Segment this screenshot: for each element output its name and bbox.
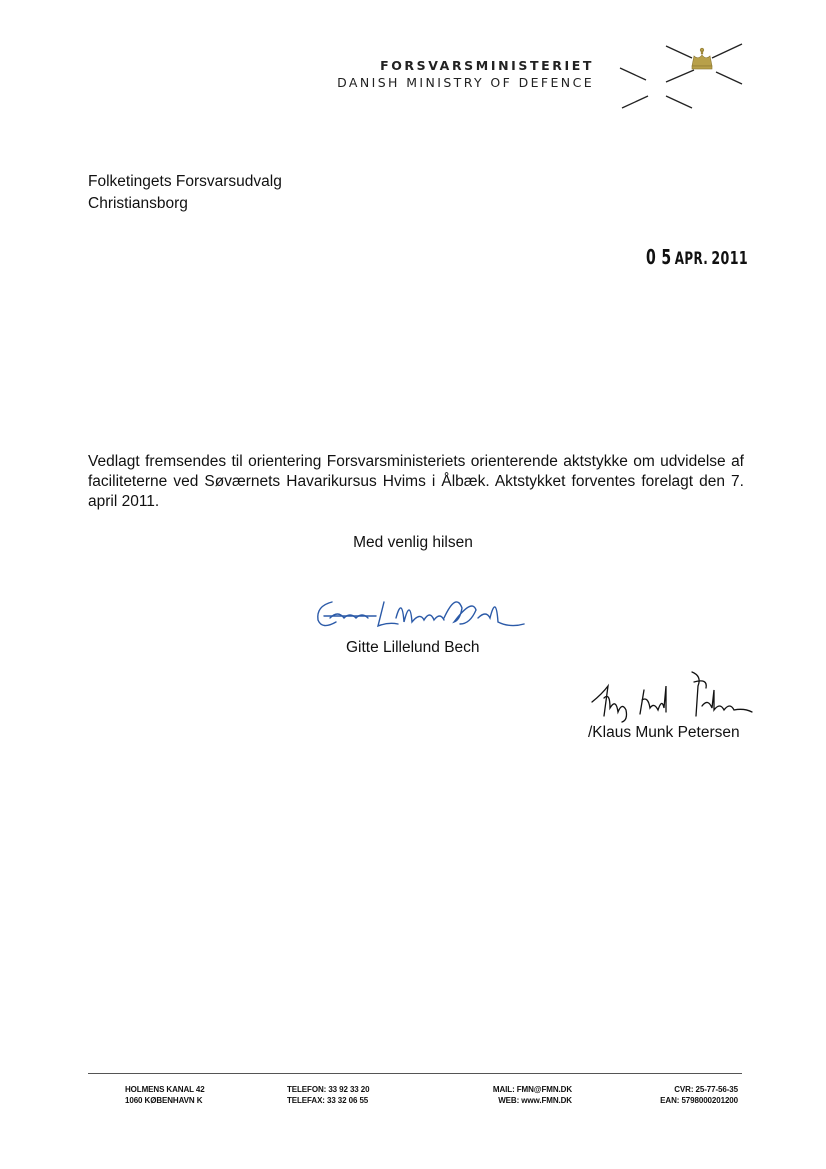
- footer-phone-line-2: TELEFAX: 33 32 06 55: [287, 1096, 369, 1105]
- footer-phone-line-1: TELEFON: 33 92 33 20: [287, 1085, 370, 1094]
- date-stamp: [646, 245, 748, 269]
- letter-body: Vedlagt fremsendes til orientering Forsvarsministeriets orienterende aktstykke om udvidelse af faciliteterne ved Søværnets Havarikursus Hvims i Ålbæk. Aktstykket forventes forelagt den 7. april 2011.: [88, 453, 744, 510]
- footer-cvr: CVR: 25-77-56-35: [674, 1085, 738, 1094]
- footer-address: [125, 1084, 205, 1106]
- signatory-name-2: /Klaus Munk Petersen: [588, 724, 740, 741]
- footer-ids: [638, 1084, 738, 1106]
- recipient-line-2: Christiansborg: [88, 195, 188, 212]
- footer-website: WEB: www.FMN.DK: [498, 1096, 572, 1105]
- footer-web: [492, 1084, 572, 1106]
- footer-phone: [287, 1084, 369, 1106]
- signature-klaus-munk-petersen: [588, 668, 758, 724]
- closing-salutation: Med venlig hilsen: [353, 534, 473, 551]
- ministry-name-english: DANISH MINISTRY OF DEFENCE: [337, 75, 594, 90]
- crown-crossed-swords-icon: [614, 40, 750, 114]
- ministry-name-danish: FORSVARSMINISTERIET: [380, 58, 594, 73]
- footer-divider: [88, 1073, 742, 1074]
- date-month: APR.: [674, 249, 709, 269]
- footer-address-line-2: 1060 KØBENHAVN K: [125, 1096, 203, 1105]
- recipient-address: [88, 171, 282, 215]
- footer-ean: EAN: 5798000201200: [660, 1096, 738, 1105]
- recipient-line-1: Folketingets Forsvarsudvalg: [88, 173, 282, 190]
- signatory-name-1: Gitte Lillelund Bech: [346, 639, 480, 656]
- date-year: 2011: [711, 248, 749, 269]
- signature-gitte-lillelund-bech: [310, 588, 530, 636]
- date-day: 0 5: [646, 245, 672, 269]
- footer-mail: MAIL: FMN@FMN.DK: [492, 1085, 572, 1094]
- footer-address-line-1: HOLMENS KANAL 42: [125, 1085, 205, 1094]
